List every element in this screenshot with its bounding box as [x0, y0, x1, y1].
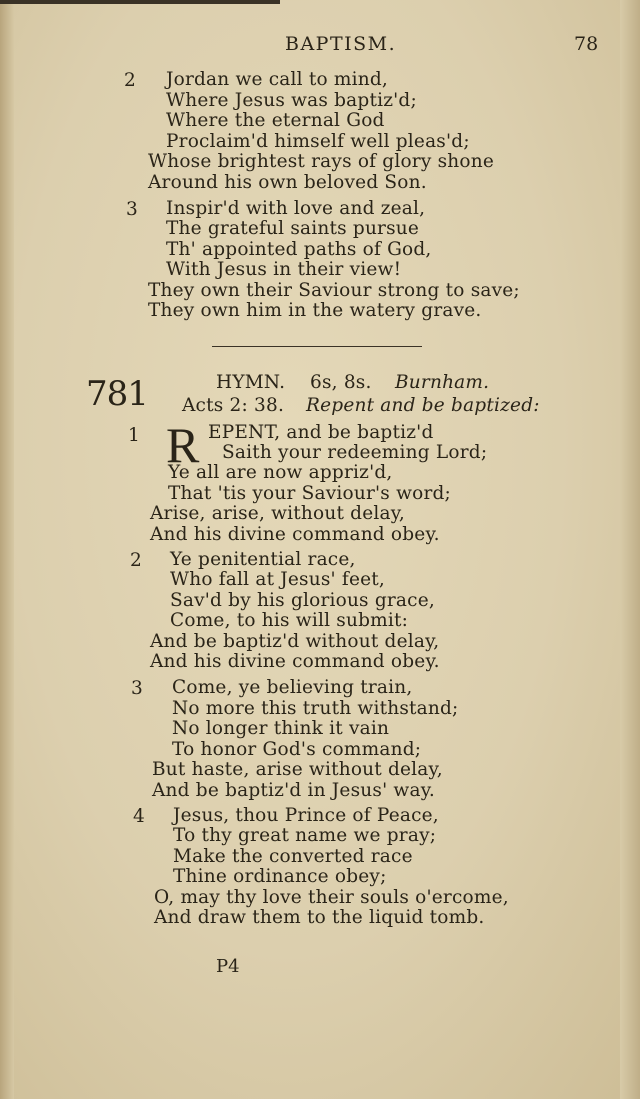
verse-line: Whose brightest rays of glory shone — [148, 151, 494, 172]
verse-number: 3 — [126, 199, 138, 220]
section-divider — [212, 346, 422, 347]
verse-line: EPENT, and be baptiz'd — [208, 422, 434, 443]
verse-number: 4 — [133, 806, 145, 827]
verse-line: Ye penitential race, — [170, 549, 356, 570]
page-number: 78 — [574, 33, 599, 55]
verse-line: Come, ye believing train, — [172, 677, 413, 698]
hymn-label: HYMN. — [216, 372, 286, 393]
scripture-text: Repent and be baptized: — [306, 395, 540, 416]
verse-line: Saith your redeeming Lord; — [222, 442, 488, 463]
hymn-tune: Burnham. — [395, 372, 490, 393]
verse-line: And be baptiz'd without delay, — [150, 631, 440, 652]
scripture-reference: Acts 2: 38. — [182, 395, 285, 416]
verse-line: Where Jesus was baptiz'd; — [166, 90, 417, 111]
verse-line: Thine ordinance obey; — [173, 866, 387, 887]
verse-line: Who fall at Jesus' feet, — [170, 569, 385, 590]
verse-line: Inspir'd with love and zeal, — [166, 198, 426, 219]
page-left-edge — [0, 0, 14, 1099]
verse-number: 1 — [128, 425, 140, 446]
verse-line: To thy great name we pray; — [173, 825, 437, 846]
verse-line: With Jesus in their view! — [166, 259, 402, 280]
verse-line: Ye all are now appriz'd, — [168, 462, 393, 483]
verse-line: Th' appointed paths of God, — [166, 239, 432, 260]
verse-line: To honor God's command; — [172, 739, 422, 760]
verse-line: Jordan we call to mind, — [166, 69, 388, 90]
verse-line: And his divine command obey. — [150, 651, 440, 672]
drop-cap: R — [166, 417, 200, 473]
hymn-meter: 6s, 8s. — [310, 372, 372, 393]
verse-line: Where the eternal God — [166, 110, 385, 131]
page-right-edge — [620, 0, 640, 1099]
verse-line: No more this truth withstand; — [172, 698, 459, 719]
verse-line: They own him in the watery grave. — [148, 300, 482, 321]
verse-line: No longer think it vain — [172, 718, 390, 739]
verse-line: Jesus, thou Prince of Peace, — [173, 805, 439, 826]
verse-line: Sav'd by his glorious grace, — [170, 590, 435, 611]
verse-number: 3 — [131, 678, 143, 699]
verse-line: Arise, arise, without delay, — [150, 503, 405, 524]
verse-line: That 'tis your Saviour's word; — [168, 483, 451, 504]
verse-line: But haste, arise without delay, — [152, 759, 443, 780]
verse-line: The grateful saints pursue — [166, 218, 420, 239]
verse-line: O, may thy love their souls o'ercome, — [154, 887, 509, 908]
verse-line: Come, to his will submit: — [170, 610, 409, 631]
verse-line: Make the converted race — [173, 846, 413, 867]
verse-line: Around his own beloved Son. — [148, 172, 427, 193]
verse-line: Proclaim'd himself well pleas'd; — [166, 131, 470, 152]
verse-number: 2 — [124, 70, 136, 91]
verse-line: And his divine command obey. — [150, 524, 440, 545]
verse-line: And draw them to the liquid tomb. — [154, 907, 485, 928]
verse-line: They own their Saviour strong to save; — [148, 280, 520, 301]
signature-mark: P4 — [216, 956, 240, 977]
verse-line: And be baptiz'd in Jesus' way. — [152, 780, 435, 801]
running-head: BAPTISM. — [285, 33, 397, 55]
verse-number: 2 — [130, 550, 142, 571]
hymn-number: 781 — [86, 374, 148, 414]
top-rule — [0, 0, 280, 4]
